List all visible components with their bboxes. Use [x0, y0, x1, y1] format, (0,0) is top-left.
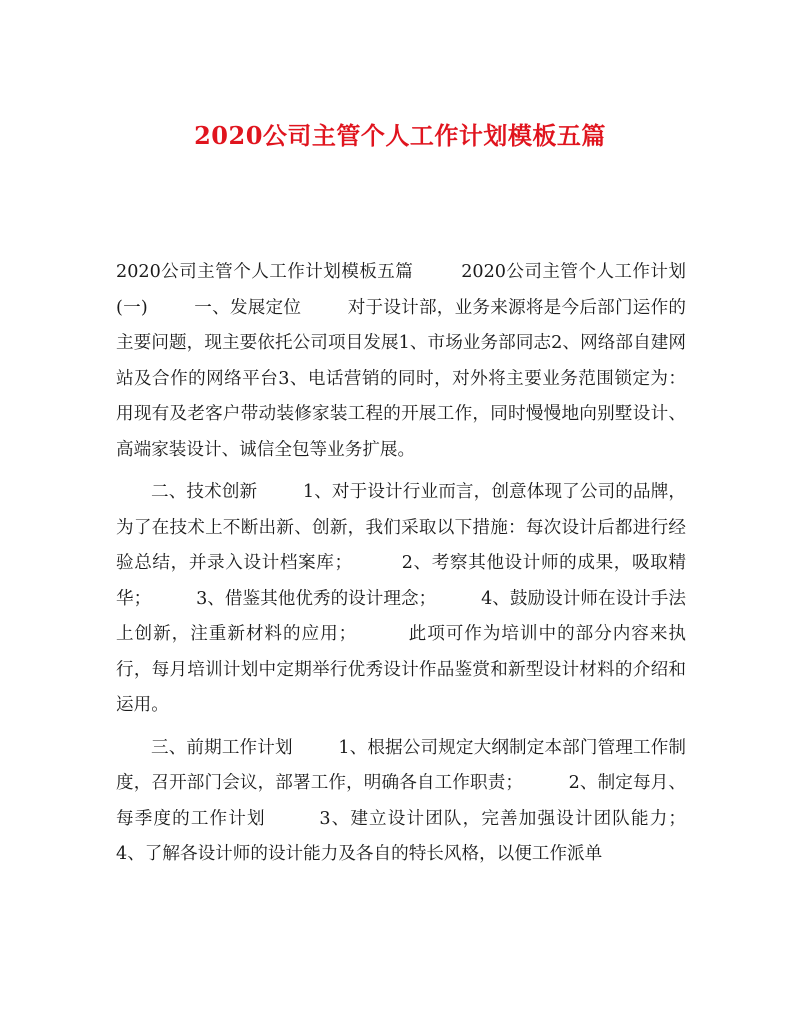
- document-title: 2020公司主管个人工作计划模板五篇: [194, 121, 606, 151]
- document-body: [116, 255, 731, 873]
- paragraph-intro: 2020公司主管个人工作计划模板五篇 2020公司主管个人工作计划(一) 一、发展定位 对于设计部，业务来源将是今后部门运作的主要问题，现主要依托公司项目发展1、市场业务部同志2、网络部自建网站及合作的网络平台3、电话营销的同时，对外将主要业务范围锁定为：用现有及老客户带动装修家装工程的开展工作，同时慢慢地向别墅设计、高端家装设计、诚信全包等业务扩展。: [116, 262, 686, 460]
- paragraph-early-work-plan: 三、前期工作计划 1、根据公司规定大纲制定本部门管理工作制度，召开部门会议，部署工作，明确各自工作职责； 2、制定每月、每季度的工作计划 3、建立设计团队，完善加强设计团队能力； 4、了解各设计师的设计能力及各自的特长风格，以便工作派单: [116, 737, 731, 864]
- paragraph-tech-innovation: 二、技术创新 1、对于设计行业而言，创意体现了公司的品牌，为了在技术上不断出新、创新，我们采取以下措施：每次设计后都进行经验总结，并录入设计档案库； 2、考察其他设计师的成果，吸取精华； 3、借鉴其他优秀的设计理念； 4、鼓励设计师在设计手法上创新，注重新材料的应用； 此项可作为培训中的部分内容来执行，每月培训计划中定期举行优秀设计作品鉴赏和新型设计材料的介绍和运用。: [116, 482, 686, 715]
